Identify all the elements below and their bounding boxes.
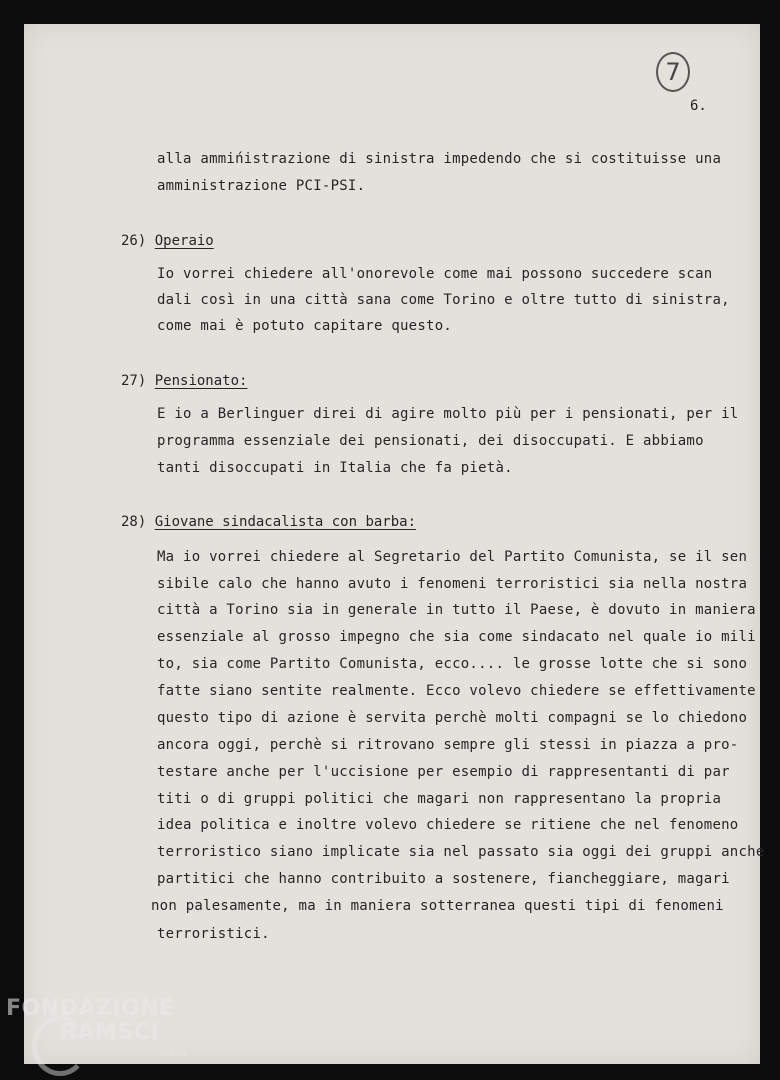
- body-line: testare anche per l'uccisione per esempio di rappresentanti di par: [157, 764, 730, 780]
- watermark-line: FONDAZIONE: [6, 996, 175, 1021]
- body-line: idea politica e inoltre volevo chiedere se ritiene che nel fenomeno: [157, 817, 739, 833]
- body-line: partitici che hanno contribuito a sostenere, fiancheggiare, magari: [157, 871, 730, 887]
- body-line: tanti disoccupati in Italia che fa pietà.: [157, 460, 513, 476]
- body-line: dali così in una città sana come Torino e oltre tutto di sinistra,: [157, 292, 730, 308]
- question-number: 27): [121, 373, 147, 389]
- question-heading-27: [121, 373, 247, 389]
- body-line: terroristici.: [157, 926, 270, 942]
- speaker-label: Pensionato:: [154, 373, 248, 389]
- body-line: città a Torino sia in generale in tutto il Paese, è dovuto in maniera: [157, 602, 756, 618]
- body-line: Ma io vorrei chiedere al Segretario del Partito Comunista, se il sen: [157, 549, 748, 565]
- body-line: non palesamente, ma in maniera sotterranea questi tipi di fenomeni: [151, 898, 724, 914]
- fondazione-gramsci-watermark: [4, 996, 194, 1076]
- body-line: ancora oggi, perchè si ritrovano sempre gli stessi in piazza a pro-: [157, 737, 739, 753]
- body-line: to, sia come Partito Comunista, ecco.... le grosse lotte che si sono: [157, 656, 748, 672]
- question-number: 28): [121, 514, 147, 530]
- body-line: E io a Berlinguer direi di agire molto più per i pensionati, per il: [157, 406, 739, 422]
- body-line: essenziale al grosso impegno che sia come sindacato nel quale io mili: [157, 629, 756, 645]
- watermark-line: onlus: [160, 1048, 187, 1059]
- body-line: sibile calo che hanno avuto i fenomeni terroristici sia nella nostra: [157, 576, 748, 592]
- watermark-line: RAMSCI: [60, 1020, 160, 1045]
- intro-line: alla ammińistrazione di sinistra impedendo che si costituisse una: [157, 151, 722, 167]
- speaker-label: Operaio: [154, 233, 214, 249]
- body-line: titi o di gruppi politici che magari non rappresentano la propria: [157, 791, 722, 807]
- question-heading-26: [121, 233, 214, 249]
- body-line: come mai è potuto capitare questo.: [157, 318, 453, 334]
- speaker-label: Giovane sindacalista con barba:: [154, 514, 417, 530]
- body-line: questo tipo di azione è servita perchè molti compagni se lo chiedono: [157, 710, 748, 726]
- archive-page-mark: 7: [656, 52, 690, 92]
- question-heading-28: [121, 514, 416, 530]
- body-line: fatte siano sentite realmente. Ecco volevo chiedere se effettivamente: [157, 683, 756, 699]
- intro-line: amministrazione PCI-PSI.: [157, 178, 366, 194]
- body-line: Io vorrei chiedere all'onorevole come mai possono succedere scan: [157, 266, 713, 282]
- question-number: 26): [121, 233, 147, 249]
- body-line: terroristico siano implicate sia nel passato sia oggi dei gruppi anche: [157, 844, 765, 860]
- page-number: 6.: [690, 98, 707, 114]
- body-line: programma essenziale dei pensionati, dei disoccupati. E abbiamo: [157, 433, 704, 449]
